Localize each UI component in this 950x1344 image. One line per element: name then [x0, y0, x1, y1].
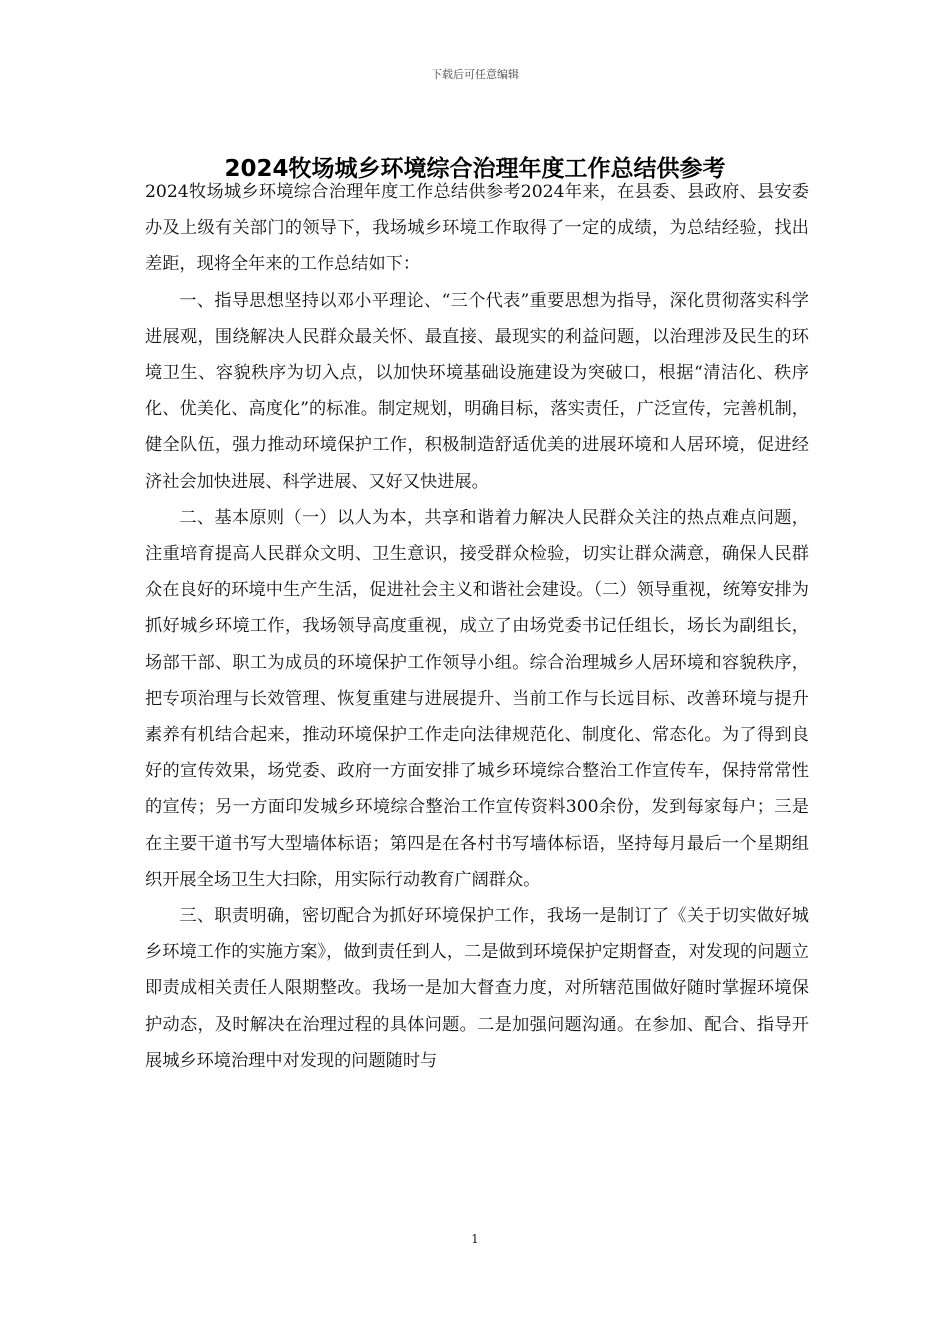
paragraph-basic-principles: 二、基本原则（一）以人为本，共享和谐着力解决人民群众关注的热点难点问题，注重培育提高人民群众文明、卫生意识，接受群众检验，切实让群众满意，确保人民群众在良好的环境中生产生活，促进社会主义和谐社会建设。（二）领导重视，统筹安排为抓好城乡环境工作，我场领导高度重视，成立了由场党委书记任组长，场长为副组长，场部干部、职工为成员的环境保护工作领导小组。综合治理城乡人居环境和容貌秩序，把专项治理与长效管理、恢复重建与进展提升、当前工作与长远目标、改善环境与提升素养有机结合起来，推动环境保护工作走向法律规范化、制度化、常态化。为了得到良好的宣传效果，场党委、政府一方面安排了城乡环境综合整治工作宣传车，保持常常性的宣传；另一方面印发城乡环境综合整治工作宣传资料300余份，发到每家每户；三是在主要干道书写大型墙体标语；第四是在各村书写墙体标语，坚持每月最后一个星期组织开展全场卫生大扫除，用实际行动教育广阔群众。: [145, 507, 809, 890]
header-note: 下载后可任意编辑: [431, 68, 519, 81]
paragraph-guiding-ideology: 一、指导思想坚持以邓小平理论、“三个代表”重要思想为指导，深化贯彻落实科学进展观，围绕解决人民群众最关怀、最直接、最现实的利益问题，以治理涉及民生的环境卫生、容貌秩序为切入点，以加快环境基础设施建设为突破口，根据“清洁化、秩序化、优美化、高度化”的标准。制定规划，明确目标，落实责任，广泛宣传，完善机制，健全队伍，强力推动环境保护工作，积极制造舒适优美的进展环境和人居环境，促进经济社会加快进展、科学进展、又好又快进展。: [145, 290, 809, 492]
document-title: 2024牧场城乡环境综合治理年度工作总结供参考: [224, 156, 726, 182]
document-body: [145, 174, 809, 1079]
page-number: 1: [471, 1232, 479, 1246]
paragraph-responsibilities: 三、职责明确，密切配合为抓好环境保护工作，我场一是制订了《关于切实做好城乡环境工作的实施方案》，做到责任到人，二是做到环境保护定期督查，对发现的问题立即责成相关责任人限期整改。我场一是加大督查力度，对所辖范围做好随时掌握环境保护动态，及时解决在治理过程的具体问题。二是加强问题沟通。在参加、配合、指导开展城乡环境治理中对发现的问题随时与: [145, 906, 809, 1071]
paragraph-intro: 2024牧场城乡环境综合治理年度工作总结供参考2024年来，在县委、县政府、县安委办及上级有关部门的领导下，我场城乡环境工作取得了一定的成绩，为总结经验，找出差距，现将全年来的工作总结如下：: [145, 182, 809, 275]
